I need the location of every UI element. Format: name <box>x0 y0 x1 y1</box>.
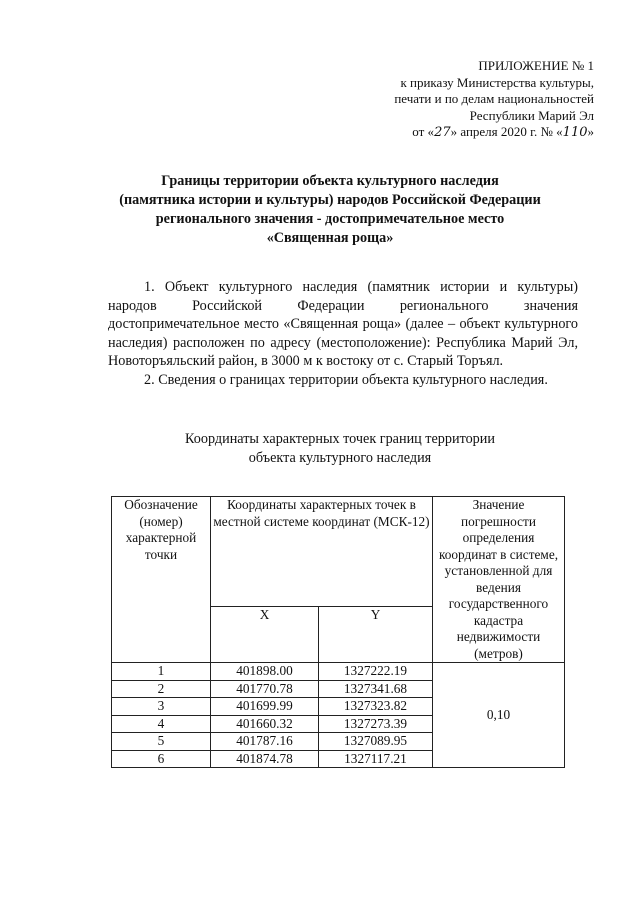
table-caption <box>60 430 620 468</box>
cell-x: 401770.78 <box>211 680 319 698</box>
cell-y: 1327089.95 <box>319 733 433 751</box>
cell-x: 401874.78 <box>211 750 319 768</box>
date-middle: » апреля 2020 г. № « <box>450 124 563 139</box>
cell-point: 3 <box>112 698 211 716</box>
appendix-title: ПРИЛОЖЕНИЕ № 1 <box>478 58 594 73</box>
document-title <box>60 172 600 248</box>
cell-point: 2 <box>112 680 211 698</box>
header-y: Y <box>319 606 433 662</box>
header-error: Значение погрешности определения координат в системе, установленной для ведения государственного кадастра недвижимости (метров) <box>433 497 565 663</box>
handwritten-number: 110 <box>562 125 588 140</box>
caption-line: Координаты характерных точек границ территории <box>185 431 495 447</box>
cell-y: 1327273.39 <box>319 715 433 733</box>
cell-x: 401898.00 <box>211 663 319 681</box>
table-row <box>112 663 565 681</box>
cell-error: 0,10 <box>433 663 565 768</box>
appendix-block <box>334 58 594 142</box>
cell-y: 1327222.19 <box>319 663 433 681</box>
date-suffix: » <box>587 124 594 139</box>
appendix-date <box>334 124 594 142</box>
paragraph-1: 1. Объект культурного наследия (памятник истории и культуры) народов Российской Федерации регионального значения достопримечательное место «Священная роща» (далее – объект культурного наследия) расположен по адресу (местоположение): Республика Марий Эл, Новоторъяльский район, в 3000 м к востоку от с. Старый Торъял. <box>108 279 578 370</box>
cell-x: 401660.32 <box>211 715 319 733</box>
cell-point: 1 <box>112 663 211 681</box>
caption-line: объекта культурного наследия <box>248 450 432 466</box>
title-line: (памятника истории и культуры) народов Российской Федерации <box>119 192 541 208</box>
appendix-line: Республики Марий Эл <box>469 107 594 123</box>
cell-y: 1327323.82 <box>319 698 433 716</box>
body-text <box>108 278 578 390</box>
cell-point: 5 <box>112 733 211 751</box>
cell-x: 401699.99 <box>211 698 319 716</box>
header-point: Обозначение (номер) характерной точки <box>112 497 211 663</box>
cell-y: 1327117.21 <box>319 750 433 768</box>
cell-point: 4 <box>112 715 211 733</box>
appendix-line: печати и по делам национальностей <box>394 91 594 106</box>
title-line: Границы территории объекта культурного наследия <box>161 173 499 189</box>
cell-point: 6 <box>112 750 211 768</box>
title-line: регионального значения - достопримечательное место <box>155 211 505 227</box>
coordinates-table <box>111 496 565 768</box>
date-prefix: от « <box>412 124 435 139</box>
header-coords: Координаты характерных точек в местной системе координат (МСК-12) <box>211 497 433 607</box>
handwritten-day: 27 <box>434 125 451 140</box>
title-line: «Священная роща» <box>266 230 394 246</box>
paragraph-2: 2. Сведения о границах территории объекта культурного наследия. <box>144 371 548 388</box>
cell-y: 1327341.68 <box>319 680 433 698</box>
header-x: X <box>211 606 319 662</box>
appendix-line: к приказу Министерства культуры, <box>400 74 594 90</box>
cell-x: 401787.16 <box>211 733 319 751</box>
